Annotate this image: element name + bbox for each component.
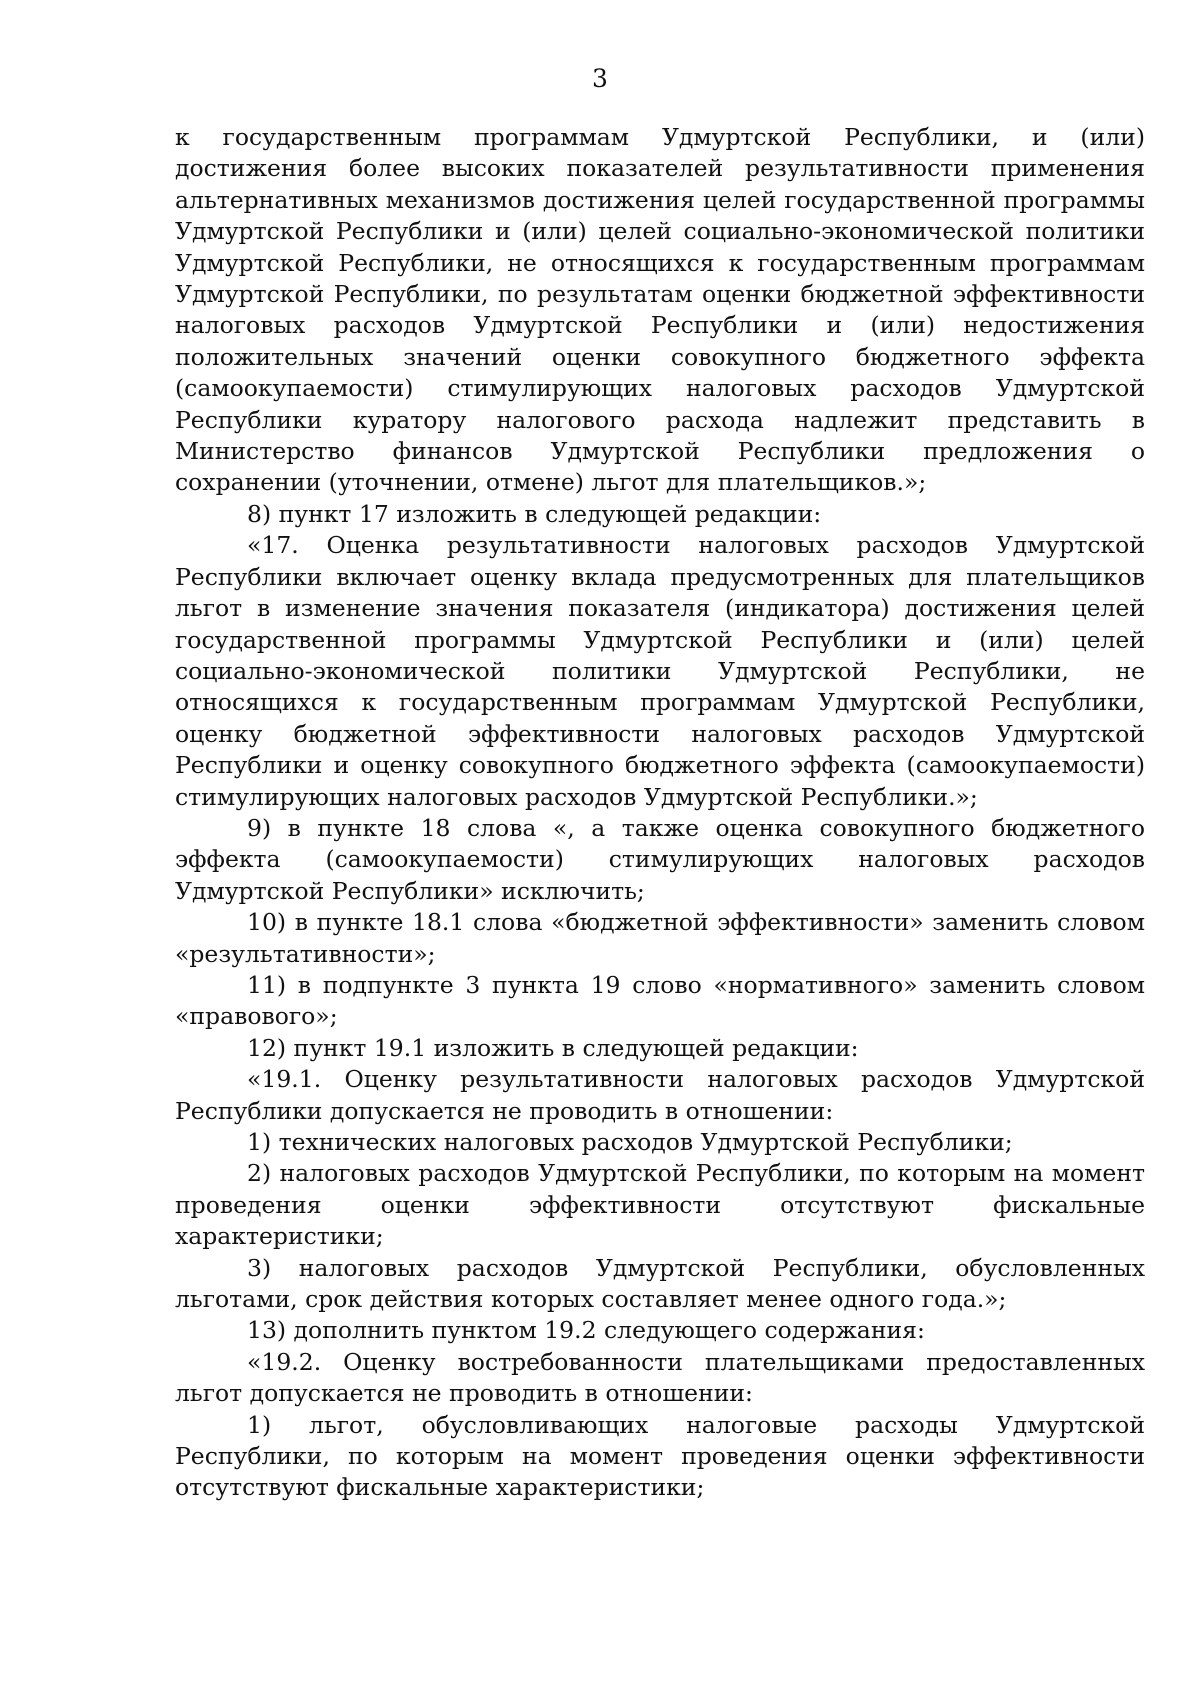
- paragraph-item-11: 11) в подпункте 3 пункта 19 слово «нормативного» заменить словом «правового»;: [175, 970, 1145, 1031]
- page-number: 3: [592, 64, 608, 93]
- paragraph-item-13: 13) дополнить пунктом 19.2 следующего содержания:: [247, 1316, 925, 1345]
- paragraph-item-10: 10) в пункте 18.1 слова «бюджетной эффективности» заменить словом «результативности»;: [175, 908, 1145, 968]
- paragraph-subitem-2: 2) налоговых расходов Удмуртской Республики, по которым на момент проведения оценки эффективности отсутствуют фискальные характеристики;: [175, 1159, 1145, 1251]
- paragraph-continuation: к государственным программам Удмуртской Республики, и (или) достижения более высоких показателей результативности применения альтернативных механизмов достижения целей государственной программы Удмуртской Республики и (или) целей социально-экономической политики Удмуртской Республики, не относящихся к государственным программам Удмуртской Республики, по результатам оценки бюджетной эффективности налоговых расходов Удмуртской Республики и (или) недостижения положительных значений оценки совокупного бюджетного эффекта (самоокупаемости) стимулирующих налоговых расходов Удмуртской Республики куратору налогового расхода надлежит представить в Министерство финансов Удмуртской Республики предложения о сохранении (уточнении, отмене) льгот для плательщиков.»;: [175, 123, 1145, 497]
- paragraph-clause-19-1: «19.1. Оценку результативности налоговых расходов Удмуртской Республики допускается не проводить в отношении:: [175, 1065, 1145, 1125]
- paragraph-clause-17: «17. Оценка результативности налоговых расходов Удмуртской Республики включает оценку вклада предусмотренных для плательщиков льгот в изменение значения показателя (индикатора) достижения целей государственной программы Удмуртской Республики и (или) целей социально-экономической политики Удмуртской Республики, не относящихся к государственным программам Удмуртской Республики, оценку бюджетной эффективности налоговых расходов Удмуртской Республики и оценку совокупного бюджетного эффекта (самоокупаемости) стимулирующих налоговых расходов Удмуртской Республики.»;: [175, 531, 1145, 811]
- paragraph-item-12: 12) пункт 19.1 изложить в следующей редакции:: [247, 1033, 859, 1062]
- paragraph-subitem-3: 3) налоговых расходов Удмуртской Республики, обусловленных льготами, срок действия которых составляет менее одного года.»;: [175, 1253, 1145, 1314]
- paragraph-item-8: 8) пункт 17 изложить в следующей редакции:: [247, 499, 822, 528]
- paragraph-subitem-1-b: 1) льгот, обусловливающих налоговые расходы Удмуртской Республики, по которым на момент проведения оценки эффективности отсутствуют фискальные характеристики;: [175, 1410, 1145, 1502]
- paragraph-clause-19-2: «19.2. Оценку востребованности плательщиками предоставленных льгот допускается не проводить в отношении:: [175, 1347, 1145, 1408]
- paragraph-subitem-1: 1) технических налоговых расходов Удмуртской Республики;: [247, 1128, 1013, 1156]
- paragraph-item-9: 9) в пункте 18 слова «, а также оценка совокупного бюджетного эффекта (самоокупаемости) стимулирующих налоговых расходов Удмуртской Республики» исключить;: [175, 813, 1145, 905]
- document-body: [175, 122, 1145, 1504]
